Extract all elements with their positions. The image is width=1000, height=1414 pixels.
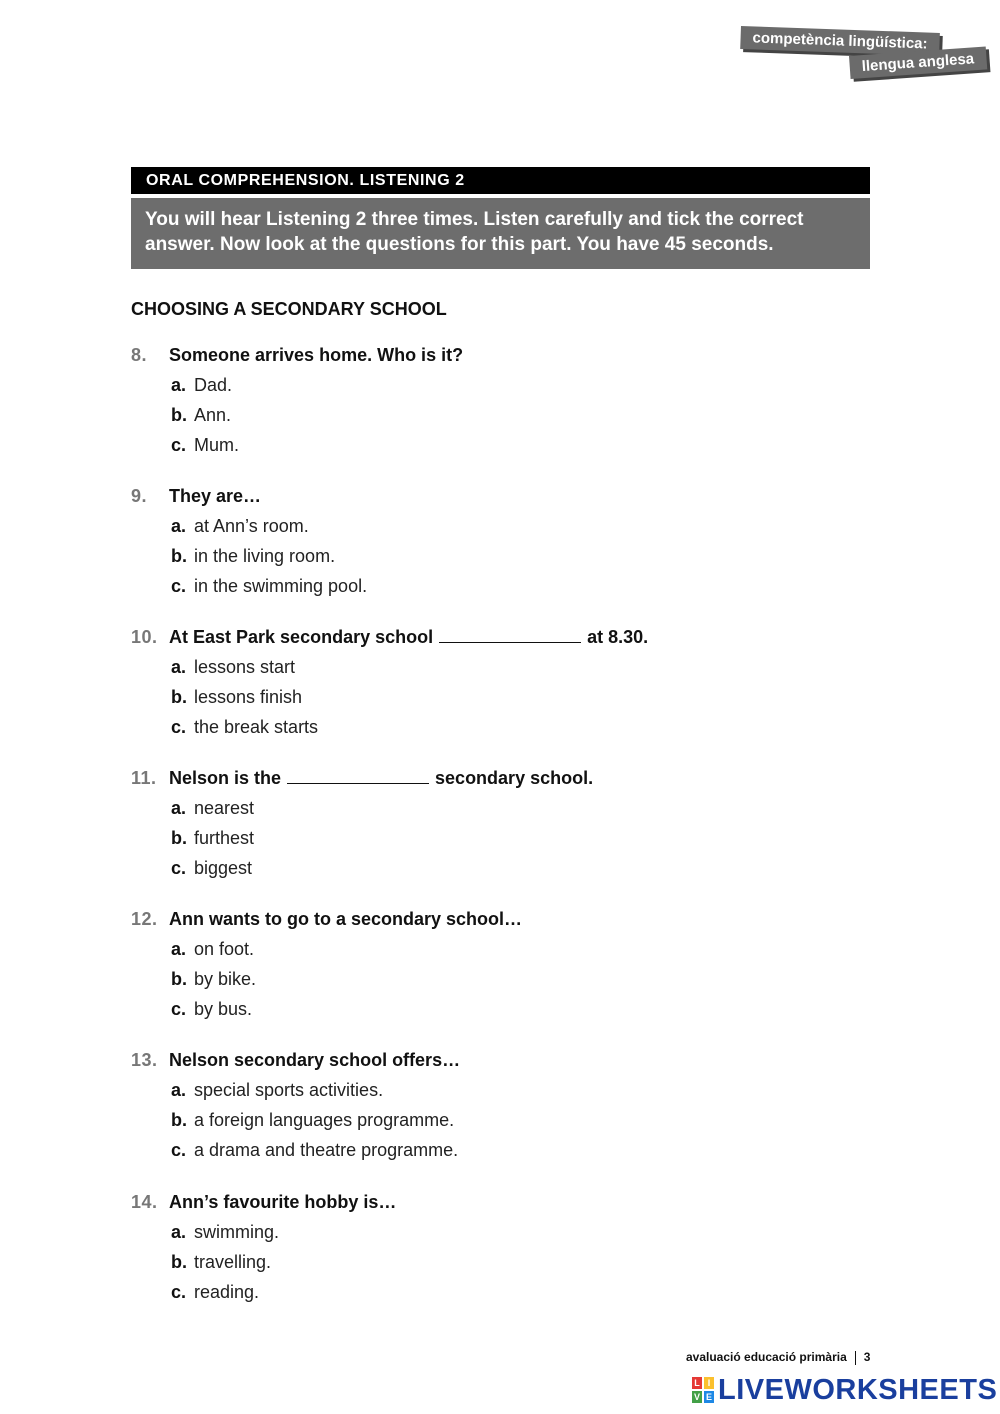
option-8b[interactable]	[131, 400, 831, 430]
option-9a[interactable]	[131, 511, 831, 541]
option-14c[interactable]	[131, 1277, 831, 1307]
option-10c[interactable]	[131, 712, 831, 742]
option-text: on foot.	[194, 938, 255, 959]
footer-label: avaluació educació primària	[686, 1350, 847, 1364]
question-13	[131, 1045, 831, 1165]
option-text: a drama and theatre programme.	[194, 1139, 459, 1160]
option-14b[interactable]	[131, 1247, 831, 1277]
option-9b[interactable]	[131, 541, 831, 571]
option-letter: b.	[171, 968, 187, 989]
option-letter: a.	[171, 797, 187, 818]
option-text: reading.	[194, 1281, 260, 1302]
option-letter: c.	[171, 575, 187, 596]
option-text: Mum.	[194, 434, 239, 455]
question-9	[131, 481, 831, 601]
option-letter: b.	[171, 1251, 187, 1272]
page-footer	[686, 1350, 870, 1365]
option-11a[interactable]	[131, 793, 831, 823]
option-text: lessons finish	[194, 686, 303, 707]
question-12	[131, 904, 831, 1024]
option-text: at Ann’s room.	[194, 515, 309, 536]
option-text: nearest	[194, 797, 255, 818]
option-12b[interactable]	[131, 964, 831, 994]
option-letter: a.	[171, 1221, 187, 1242]
question-10	[131, 622, 831, 742]
option-text: the break starts	[194, 716, 319, 737]
question-text-after: at 8.30.	[587, 626, 649, 647]
logo-text: LIVEWORKSHEETS	[718, 1373, 998, 1406]
option-12a[interactable]	[131, 934, 831, 964]
question-text: Someone arrives home. Who is it?	[169, 344, 464, 365]
question-number: 12.	[131, 908, 158, 929]
header-tag-language: llengua anglesa	[849, 46, 987, 78]
question-11	[131, 763, 831, 883]
option-letter: c.	[171, 434, 187, 455]
option-letter: b.	[171, 686, 187, 707]
question-number: 13.	[131, 1049, 158, 1070]
logo-grid-icon	[692, 1377, 714, 1403]
option-8c[interactable]	[131, 430, 831, 460]
logo-letter-v: V	[693, 1392, 700, 1402]
option-letter: b.	[171, 404, 187, 425]
option-10a[interactable]	[131, 652, 831, 682]
section-heading: CHOOSING A SECONDARY SCHOOL	[131, 299, 447, 319]
option-letter: a.	[171, 374, 187, 395]
question-number: 8.	[131, 344, 148, 365]
option-letter: a.	[171, 1079, 187, 1100]
question-text: Nelson secondary school offers…	[169, 1049, 461, 1070]
logo-letter-i: I	[704, 1377, 714, 1389]
option-letter: b.	[171, 545, 187, 566]
option-13b[interactable]	[131, 1105, 831, 1135]
option-text: by bus.	[194, 998, 253, 1019]
option-letter: c.	[171, 1281, 187, 1302]
question-number: 10.	[131, 626, 158, 647]
question-number: 11.	[131, 767, 157, 788]
question-number: 9.	[131, 485, 148, 506]
logo-letter-l: L	[692, 1377, 702, 1389]
option-text: by bike.	[194, 968, 257, 989]
option-13a[interactable]	[131, 1075, 831, 1105]
option-11c[interactable]	[131, 853, 831, 883]
section-title-bar: ORAL COMPREHENSION. LISTENING 2	[131, 167, 870, 194]
answer-blank	[439, 628, 581, 643]
option-letter: c.	[171, 998, 187, 1019]
option-text: Dad.	[194, 374, 233, 395]
footer-divider	[855, 1351, 856, 1365]
option-12c[interactable]	[131, 994, 831, 1024]
option-letter: a.	[171, 656, 187, 677]
option-text: in the swimming pool.	[194, 575, 368, 596]
option-text: special sports activities.	[194, 1079, 384, 1100]
option-text: lessons start	[194, 656, 296, 677]
question-text	[169, 768, 593, 789]
answer-blank	[287, 769, 429, 784]
question-8	[131, 340, 831, 460]
option-text: travelling.	[194, 1251, 272, 1272]
option-text: a foreign languages programme.	[194, 1109, 455, 1130]
option-10b[interactable]	[131, 682, 831, 712]
option-text: biggest	[194, 857, 253, 878]
option-text: Ann.	[194, 404, 232, 425]
option-text: furthest	[194, 827, 255, 848]
option-letter: b.	[171, 1109, 187, 1130]
question-text: Ann’s favourite hobby is…	[169, 1191, 397, 1212]
page-number: 3	[863, 1350, 871, 1364]
option-13c[interactable]	[131, 1135, 831, 1165]
question-number: 14.	[131, 1191, 158, 1212]
instructions-box: You will hear Listening 2 three times. Listen carefully and tick the correct answer. Now look at the questions for this part. You have 45 seconds.	[131, 198, 870, 269]
option-11b[interactable]	[131, 823, 831, 853]
option-letter: c.	[171, 857, 187, 878]
question-text: They are…	[169, 485, 262, 506]
question-text-before: At East Park secondary school	[169, 626, 434, 647]
question-text	[169, 627, 648, 648]
option-8a[interactable]	[131, 370, 831, 400]
option-letter: a.	[171, 938, 187, 959]
liveworksheets-logo[interactable]	[692, 1374, 997, 1406]
header-tag-competence: competència lingüística:	[740, 26, 940, 56]
option-text: swimming.	[194, 1221, 280, 1242]
question-text: Ann wants to go to a secondary school…	[169, 908, 523, 929]
option-letter: b.	[171, 827, 187, 848]
option-text: in the living room.	[194, 545, 336, 566]
question-text-before: Nelson is the	[169, 767, 282, 788]
question-14	[131, 1187, 831, 1307]
option-9c[interactable]	[131, 571, 831, 601]
option-letter: a.	[171, 515, 187, 536]
option-letter: c.	[171, 1139, 187, 1160]
option-14a[interactable]	[131, 1217, 831, 1247]
question-text-after: secondary school.	[435, 767, 594, 788]
logo-letter-e: E	[705, 1392, 712, 1402]
option-letter: c.	[171, 716, 187, 737]
